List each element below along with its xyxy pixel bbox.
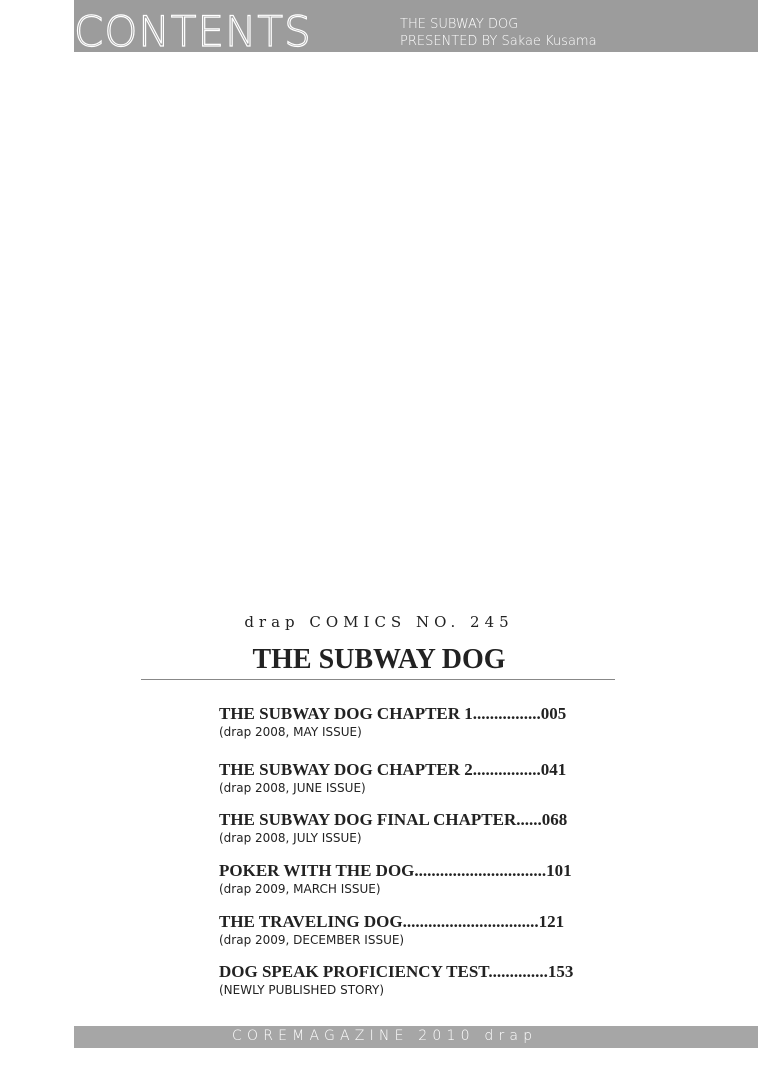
series-number: drap COMICS NO. 245 (244, 613, 514, 631)
toc-entry-source: (drap 2008, JUNE ISSUE) (219, 781, 366, 795)
title-divider (141, 679, 615, 680)
toc-entry-source: (NEWLY PUBLISHED STORY) (219, 983, 385, 997)
publisher-credit: COREMAGAZINE 2010 drap (232, 1028, 538, 1044)
header-book-title: THE SUBWAY DOG (400, 17, 519, 32)
toc-entry-title: POKER WITH THE DOG...............................101 (219, 861, 572, 880)
toc-entry-source: (drap 2008, MAY ISSUE) (219, 725, 362, 739)
toc-entry-source: (drap 2009, MARCH ISSUE) (219, 882, 381, 896)
toc-entry-title: THE SUBWAY DOG CHAPTER 2................041 (219, 760, 567, 779)
header-author-credit: PRESENTED BY Sakae Kusama (400, 34, 597, 49)
book-title: THE SUBWAY DOG (252, 644, 506, 675)
toc-entry-source: (drap 2009, DECEMBER ISSUE) (219, 933, 405, 947)
toc-entry (219, 759, 566, 795)
toc-entry-source: (drap 2008, JULY ISSUE) (219, 831, 362, 845)
toc-entry-title: THE TRAVELING DOG................................121 (219, 912, 565, 931)
toc-entry (219, 703, 566, 739)
toc-entry-title: DOG SPEAK PROFICIENCY TEST..............153 (219, 962, 574, 981)
toc-entry (219, 860, 572, 896)
toc-entry (219, 809, 567, 845)
header-subtitle (400, 16, 597, 50)
contents-heading: CONTENTS (74, 7, 312, 56)
toc-entry-title: THE SUBWAY DOG FINAL CHAPTER......068 (219, 810, 568, 829)
toc-entry-title: THE SUBWAY DOG CHAPTER 1................005 (219, 704, 567, 723)
toc-entry (219, 911, 564, 947)
toc-entry (219, 961, 573, 997)
